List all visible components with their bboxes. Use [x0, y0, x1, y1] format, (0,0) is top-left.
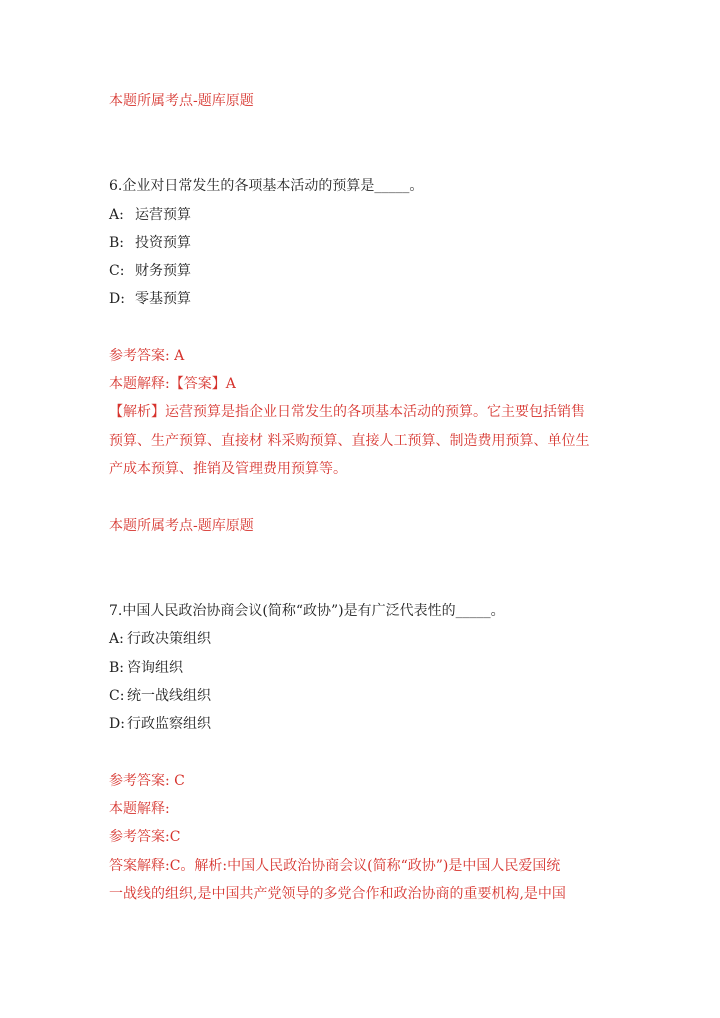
- q6-option-d: [109, 290, 191, 308]
- q7-option-d-text: 行政监察组织: [127, 716, 211, 732]
- q7-option-a: [109, 630, 211, 648]
- q7-option-b: [109, 659, 183, 677]
- q6-option-c-label: C:: [109, 263, 125, 279]
- q7-answer-line: 参考答案: C: [109, 773, 185, 789]
- q7-option-c: [109, 687, 211, 705]
- q6-analysis-line-2: 预算、生产预算、直接材 料采购预算、直接人工预算、制造费用预算、单位生: [109, 433, 590, 449]
- q7-option-c-label: C:: [109, 688, 125, 704]
- q6-analysis-line-3: 产成本预算、推销及管理费用预算等。: [109, 461, 347, 477]
- q7-analysis-line-1: 答案解释:C。解析:中国人民政治协商会议(简称“政协”)是中国人民爱国统: [109, 858, 561, 874]
- prev-source-line: 本题所属考点-题库原题: [109, 93, 254, 109]
- q6-option-b-label: B:: [109, 235, 125, 251]
- q7-option-a-label: A:: [109, 631, 124, 647]
- q6-source-line: 本题所属考点-题库原题: [109, 518, 254, 534]
- q7-question: 7.中国人民政治协商会议(简称“政协”)是有广泛代表性的_____。: [109, 603, 505, 619]
- q7-option-a-text: 行政决策组织: [127, 631, 211, 647]
- q6-option-a-label: A:: [109, 207, 124, 223]
- q6-analysis-line-1: 【解析】运营预算是指企业日常发生的各项基本活动的预算。它主要包括销售: [109, 404, 585, 420]
- q7-option-d: [109, 715, 211, 733]
- q6-option-c-text: 财务预算: [135, 263, 191, 279]
- q6-explain-line: 本题解释:【答案】A: [109, 376, 236, 392]
- q6-option-d-label: D:: [109, 291, 125, 307]
- q7-option-b-label: B:: [109, 660, 125, 676]
- q6-option-b-text: 投资预算: [135, 235, 191, 251]
- q6-question: 6.企业对日常发生的各项基本活动的预算是_____。: [109, 178, 424, 194]
- q6-option-b: [109, 234, 191, 252]
- q6-option-a: [109, 206, 191, 224]
- q7-option-c-text: 统一战线组织: [127, 688, 211, 704]
- q7-answer-line-2: 参考答案:C: [109, 829, 181, 845]
- q6-option-a-text: 运营预算: [135, 207, 191, 223]
- q7-option-d-label: D:: [109, 716, 125, 732]
- q7-explain-line: 本题解释:: [109, 801, 170, 817]
- q6-answer-line: 参考答案: A: [109, 348, 185, 364]
- q6-option-d-text: 零基预算: [135, 291, 191, 307]
- q7-option-b-text: 咨询组织: [127, 660, 183, 676]
- q6-option-c: [109, 262, 191, 280]
- q7-analysis-line-2: 一战线的组织,是中国共产党领导的多党合作和政治协商的重要机构,是中国: [109, 886, 566, 902]
